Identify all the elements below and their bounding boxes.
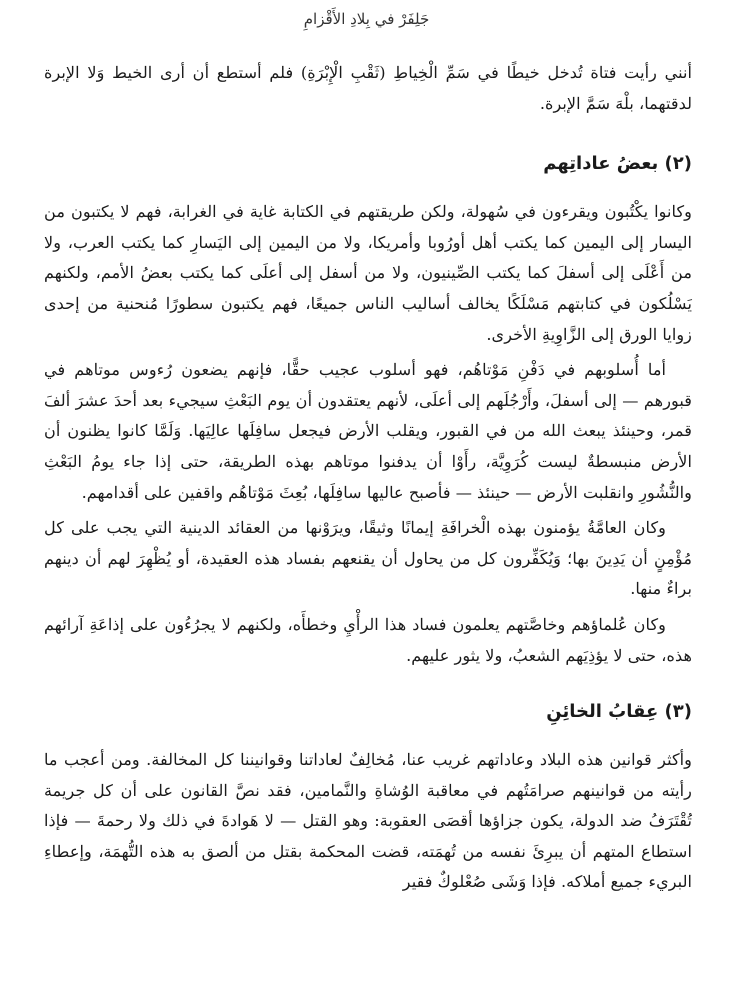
section-heading-traitor: (٣) عِقابُ الخائِنِ <box>546 701 692 723</box>
running-title: جَلِفَرْ في بِلادِ الأَقْزامِ <box>303 10 430 28</box>
page-content <box>44 58 692 898</box>
paragraph-scholars: وكان عُلماؤهم وخاصَّتهم يعلمون فساد هذا الرأْيِ وخطأَه، ولكنهم لا يجرُءُون على إذاعَةِ آرائهم هذه، حتى لا يؤذِيَهم الشعبُ، ولا يثور عليهم. <box>44 614 692 665</box>
paragraph-belief: وكان العامَّةُ يؤمنون بهذه الْخرافَةِ إيمانًا وثيقًا، ويرَوْنها من العقائد الدينية التي يجب على كل مُؤْمِنٍ أن يَدِينَ بها؛ وَيُكَفِّرون كل من يحاول أن يقنعهم بفساد هذه العقيدة، أو يُظْهِرَ لهم أن دينهم براءٌ منها. <box>44 518 692 599</box>
section-heading-customs: (٢) بعضُ عاداتِهم <box>543 153 692 175</box>
paragraph-laws: وأكثر قوانين هذه البلاد وعاداتهم غريب عنا، مُخالِفٌ لعاداتنا وقوانيننا كل المخالفة. ومن أعجب ما رأيته من قوانينهم صرامَتُهم في معاقبة الوُشاةِ والنَّمامين، فقد نصَّ القانون على أن كل جريمة تُقْتَرَفُ ضد الدولة، يكون جزاؤها أقصَى العقوبة: وهو القتل — لا هَوادةَ في ذلك ولا رحمةَ — فإذا استطاع المتهم أن يبرِئَ نفسه من تُهمَته، قضت المحكمة بقتل من ألصق به هذه التُّهمَة، وإعطاءِ البريء جميع أملاكه. فإذا وَشَى صُعْلوكٌ فقير <box>44 750 692 892</box>
paragraph-burial: أما أُسلوبهم في دَفْنِ مَوْتاهُم، فهو أسلوب عجيب حقًّا، فإنهم يضعون رُءوس موتاهم في قبورهم — إلى أسفلَ، وأَرْجُلَهم إلى أعلَى، لأنهم يعتقدون أن يوم البَعْثِ سيجيء بعد أحدَ عشرَ ألفَ قمر، وحينئذ يبعث الله من في القبور، ويقلب الأرض فيجعل سافِلَها عالِيَها. وَلَمَّا كانوا يظنون أن الأرض منبسطةٌ ليست كُرَوِيَّة، رأَوْا أن يدفنوا موتاهم بهذه الطريقة، حتى إذا جاء يومُ البَعْثِ والنُّشُورِ وانقلبت الأرض — حينئذ — فأصبح عاليها سافِلَها، بُعِثَ مَوْتاهُم واقفين على أقدامهم. <box>44 360 692 502</box>
paragraph-intro: أنني رأيت فتاة تُدخل خيطًا في سَمِّ الْخِياطِ (ثَقْبِ الْإِبْرَةِ) فلم أستطع أن أرى الخيط وَلا الإبرة لدقتهما، بلْهَ سَمَّ الإبرة. <box>44 63 692 113</box>
paragraph-writing: وكانوا يكْتُبون ويقرءون في سُهولة، ولكن طريقتهم في الكتابة غاية في الغرابة، فهم لا يكتبون من اليسار إلى اليمين كما يكتب أهل أورُوبا وأمريكا، ولا من اليمين إلى اليَسارِ كما يكتب العرب، ولا من أَعْلَى إلى أسفلَ كما يكتب الصِّينيون، ولا من أسفل إلى أعلَى كما يكتب بعضُ الأمم، ولكنهم يَسْلُكون في كتابتهم مَسْلَكًا يخالف أساليب الناس جميعًا، فهم يكتبون سطورًا مُنحنية من إحدى زوايا الورق إلى الزَّاوِيةِ الأخرى. <box>44 202 692 344</box>
